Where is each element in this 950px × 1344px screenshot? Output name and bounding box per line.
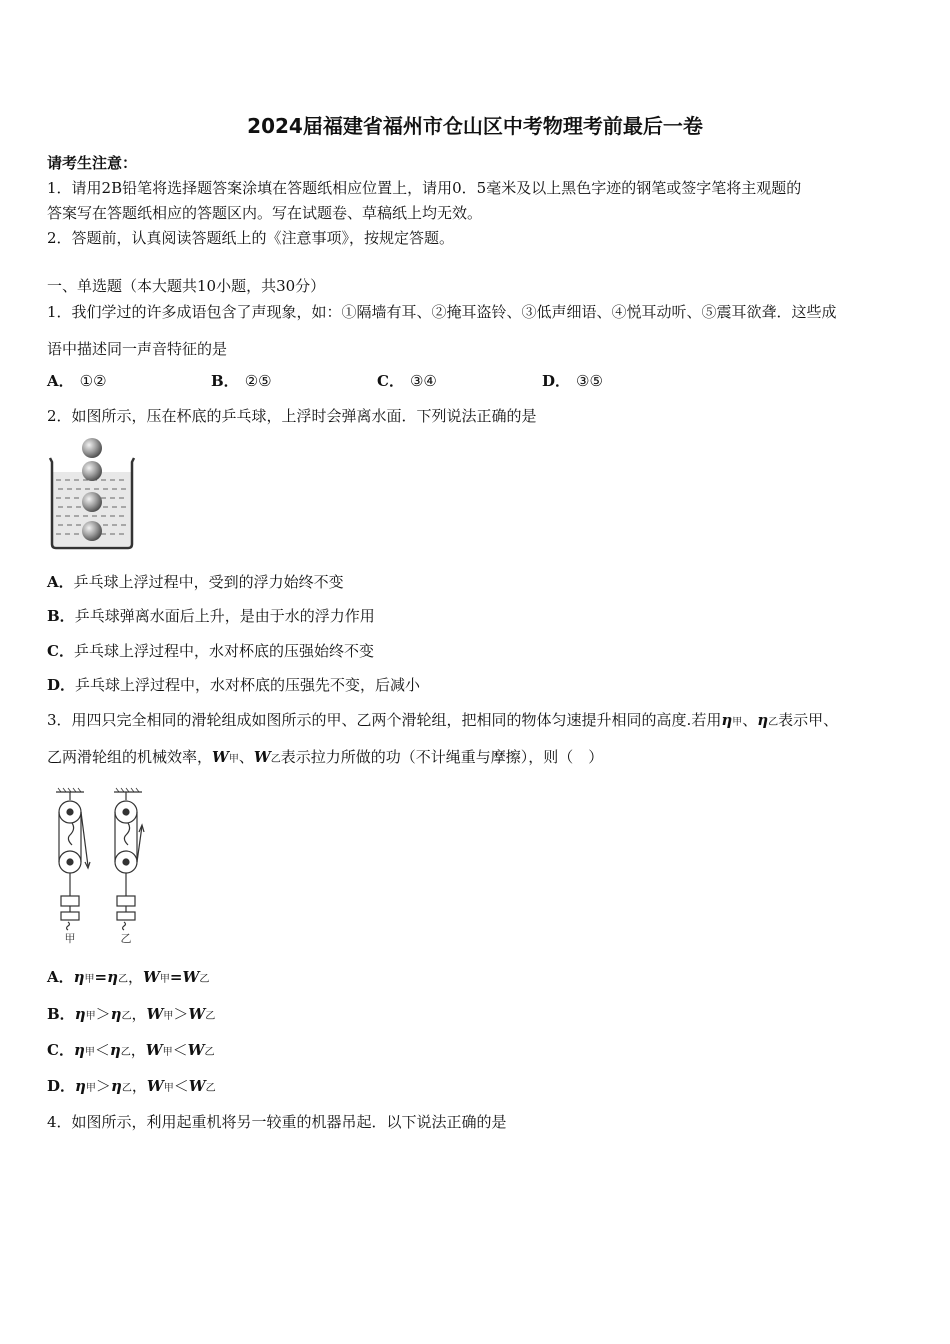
subscript-jia: 甲 bbox=[84, 974, 95, 985]
eta-symbol: η bbox=[73, 968, 85, 986]
q1-stem-line2: 语中描述同一声音特征的是 bbox=[47, 340, 228, 358]
relation-symbol: ＜ bbox=[173, 1077, 189, 1095]
label-jia: 甲 bbox=[64, 932, 76, 945]
q3-stem-tail: 表示拉力所做的功（不计绳重与摩擦），则（ ） bbox=[280, 748, 604, 766]
subscript-jia: 甲 bbox=[159, 974, 170, 985]
page-title: 2024届福建省福州市仓山区中考物理考前最后一卷 bbox=[247, 114, 703, 138]
option-text: 乒乓球上浮过程中，水对杯底的压强始终不变 bbox=[73, 642, 374, 660]
option-label: A． bbox=[47, 573, 74, 591]
q2-option-a[interactable] bbox=[47, 572, 344, 592]
subscript-jia: 甲 bbox=[162, 1047, 173, 1058]
eta-symbol: η bbox=[107, 968, 119, 986]
q3-option-c[interactable] bbox=[47, 1040, 215, 1063]
option-label: B． bbox=[47, 607, 75, 625]
option-text: ②⑤ bbox=[244, 372, 272, 390]
q3-stem-line1 bbox=[47, 710, 838, 733]
subscript-yi: 乙 bbox=[204, 1047, 215, 1058]
eta-symbol: η bbox=[721, 711, 733, 729]
ball-above-water bbox=[82, 438, 102, 458]
q1-option-d[interactable] bbox=[542, 371, 603, 391]
q3-option-a[interactable] bbox=[47, 967, 209, 990]
work-symbol: W bbox=[182, 968, 200, 986]
option-label: C． bbox=[47, 1041, 74, 1059]
eta-symbol: η bbox=[757, 711, 769, 729]
comma: ， bbox=[130, 1041, 146, 1059]
notice-item-2: 2．答题前，认真阅读答题纸上的《注意事项》，按规定答题。 bbox=[47, 229, 455, 247]
work-symbol: W bbox=[212, 748, 229, 766]
subscript-jia: 甲 bbox=[84, 1047, 95, 1058]
subscript-jia: 甲 bbox=[85, 1011, 96, 1022]
q1-option-b[interactable] bbox=[211, 371, 272, 391]
eta-symbol: η bbox=[110, 1005, 122, 1023]
q4-stem: 4．如图所示，利用起重机将另一较重的机器吊起．以下说法正确的是 bbox=[47, 1113, 507, 1131]
subscript-jia: 甲 bbox=[228, 754, 239, 765]
option-label: B． bbox=[47, 1005, 75, 1023]
q3-stem-tail: 表示甲、 bbox=[778, 711, 839, 729]
q3-stem-line2 bbox=[47, 747, 603, 770]
q1-options bbox=[47, 371, 667, 391]
option-label: A． bbox=[47, 372, 74, 390]
option-label: B． bbox=[211, 372, 239, 390]
work-symbol: W bbox=[145, 1041, 163, 1059]
q3-stem-text: 乙两滑轮组的机械效率， bbox=[47, 748, 213, 766]
subscript-yi: 乙 bbox=[121, 1011, 132, 1022]
work-symbol: W bbox=[146, 1005, 164, 1023]
subscript-jia: 甲 bbox=[163, 1083, 174, 1094]
subscript-jia: 甲 bbox=[732, 717, 743, 728]
separator: 、 bbox=[238, 748, 254, 766]
relation-symbol: = bbox=[169, 968, 183, 986]
ball-at-bottom bbox=[82, 521, 102, 541]
separator: 、 bbox=[742, 711, 758, 729]
ball-rising bbox=[82, 492, 102, 512]
option-label: D． bbox=[47, 676, 76, 694]
q3-stem-text: 3．用四只完全相同的滑轮组成如图所示的甲、乙两个滑轮组，把相同的物体匀速提升相同的高度.若用 bbox=[47, 711, 722, 729]
notice-item-1b: 答案写在答题纸相应的答题区内。写在试题卷、草稿纸上均无效。 bbox=[47, 204, 483, 222]
eta-symbol: η bbox=[110, 1077, 122, 1095]
work-symbol: W bbox=[143, 968, 160, 986]
q3-option-d[interactable] bbox=[47, 1076, 216, 1099]
notice-heading: 请考生注意： bbox=[47, 154, 138, 172]
eta-symbol: η bbox=[75, 1077, 86, 1095]
q1-option-c[interactable] bbox=[377, 371, 437, 391]
subscript-jia: 甲 bbox=[85, 1083, 96, 1094]
subscript-yi: 乙 bbox=[205, 1083, 216, 1094]
subscript-yi: 乙 bbox=[270, 754, 281, 765]
option-label: D． bbox=[542, 372, 571, 390]
relation-symbol: ＞ bbox=[95, 1005, 111, 1023]
relation-symbol: ＜ bbox=[94, 1041, 110, 1059]
relation-symbol: ＞ bbox=[95, 1077, 111, 1095]
label-yi: 乙 bbox=[120, 932, 132, 945]
work-symbol: W bbox=[253, 748, 271, 766]
subscript-yi: 乙 bbox=[205, 1011, 216, 1022]
q1-option-a[interactable] bbox=[47, 371, 107, 391]
pulley-system-yi bbox=[115, 792, 144, 930]
ball-at-surface bbox=[82, 461, 102, 481]
section-heading: 一、单选题（本大题共10小题，共30分） bbox=[47, 277, 326, 295]
beaker-figure bbox=[46, 436, 138, 552]
option-label: C． bbox=[47, 642, 74, 660]
q2-stem: 2．如图所示，压在杯底的乒乓球，上浮时会弹离水面．下列说法正确的是 bbox=[47, 407, 537, 425]
subscript-jia: 甲 bbox=[163, 1011, 174, 1022]
q1-stem-line1: 1．我们学过的许多成语包含了声现象，如：①隔墙有耳、②掩耳盗铃、③低声细语、④悦耳动听、⑤震耳欲聋．这些成 bbox=[47, 303, 837, 321]
option-text: ③④ bbox=[409, 372, 437, 390]
eta-symbol: η bbox=[74, 1005, 86, 1023]
q2-option-d[interactable] bbox=[47, 675, 420, 695]
comma: ， bbox=[131, 1005, 147, 1023]
option-label: A． bbox=[47, 968, 74, 986]
work-symbol: W bbox=[188, 1077, 206, 1095]
comma: ， bbox=[131, 1077, 147, 1095]
pulley-system-jia bbox=[59, 792, 90, 930]
work-symbol: W bbox=[146, 1077, 164, 1095]
option-text: 乒乓球上浮过程中，水对杯底的压强先不变，后减小 bbox=[75, 676, 421, 694]
work-symbol: W bbox=[187, 1041, 205, 1059]
subscript-yi: 乙 bbox=[768, 717, 779, 728]
option-text: 乒乓球上浮过程中，受到的浮力始终不变 bbox=[73, 573, 344, 591]
option-text: ③⑤ bbox=[576, 372, 603, 390]
eta-symbol: η bbox=[109, 1041, 121, 1059]
relation-symbol: ＜ bbox=[172, 1041, 188, 1059]
eta-symbol: η bbox=[73, 1041, 85, 1059]
pulley-figure bbox=[50, 786, 160, 946]
relation-symbol: = bbox=[94, 968, 108, 986]
subscript-yi: 乙 bbox=[118, 974, 129, 985]
option-label: D． bbox=[47, 1077, 76, 1095]
q2-option-c[interactable] bbox=[47, 641, 374, 661]
subscript-yi: 乙 bbox=[120, 1047, 131, 1058]
q2-option-b[interactable] bbox=[47, 606, 375, 626]
option-text: ①② bbox=[79, 372, 107, 390]
subscript-yi: 乙 bbox=[121, 1083, 132, 1094]
relation-symbol: ＞ bbox=[173, 1005, 189, 1023]
option-text: 乒乓球弹离水面后上升，是由于水的浮力作用 bbox=[74, 607, 375, 625]
q3-option-b[interactable] bbox=[47, 1004, 215, 1027]
option-label: C． bbox=[377, 372, 404, 390]
work-symbol: W bbox=[188, 1005, 206, 1023]
comma: ， bbox=[128, 968, 144, 986]
notice-item-1a: 1．请用2B铅笔将选择题答案涂填在答题纸相应位置上，请用0．5毫米及以上黑色字迹的钢笔或签字笔将主观题的 bbox=[47, 179, 802, 197]
subscript-yi: 乙 bbox=[199, 974, 210, 985]
